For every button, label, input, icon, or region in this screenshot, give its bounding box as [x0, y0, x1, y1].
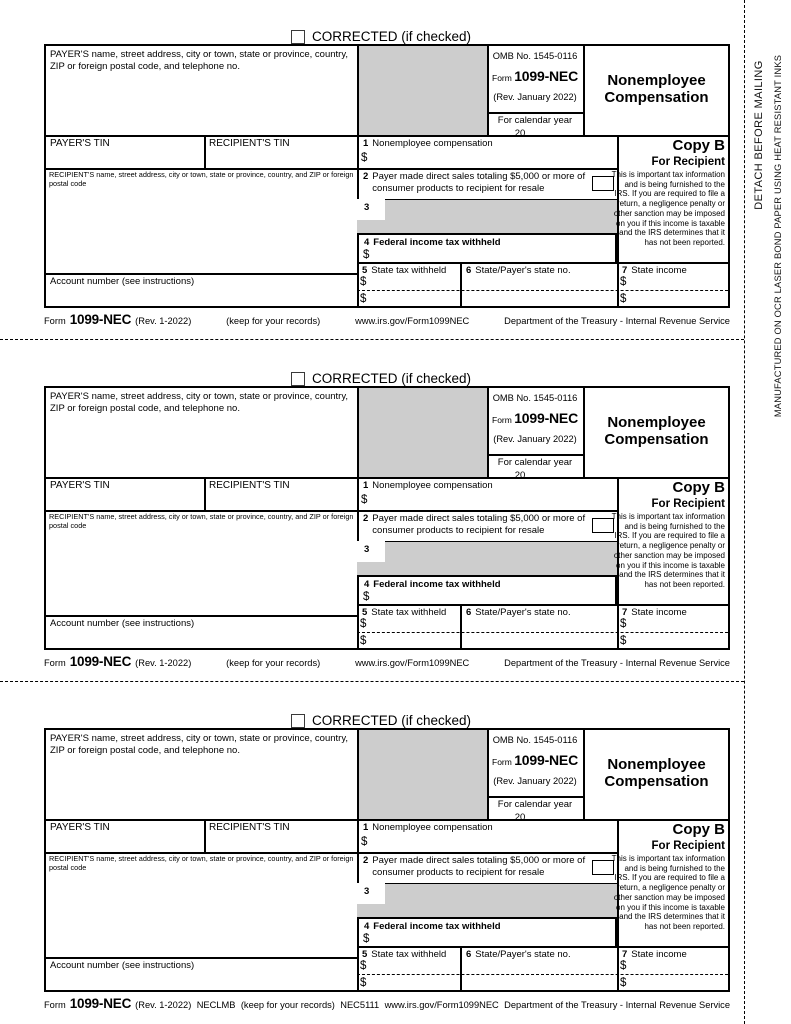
box3-label-pocket — [357, 883, 385, 904]
box5-text: State tax withheld — [371, 265, 447, 276]
box4 — [357, 575, 617, 606]
border-line — [204, 479, 206, 510]
calendar-year-label: For calendar year — [497, 799, 573, 810]
title-line2: Compensation — [604, 89, 709, 106]
box7-dollar-sign: $ — [620, 293, 627, 305]
payer-tin-label: PAYER'S TIN — [50, 822, 110, 833]
border-line — [487, 796, 583, 798]
border-line — [204, 137, 206, 168]
box7-label — [622, 265, 687, 277]
box7-amount-field-2[interactable] — [632, 635, 724, 647]
box5-label — [362, 949, 446, 961]
recipient-notice: This is important tax information and is being furnished to the IRS. If you are required to file a return, a negligence penalty or other sanction may be imposed on you if this income is taxable and the IRS determines that it has not been reported. — [611, 854, 725, 931]
recipient-info-label: RECIPIENT'S name, street address, city or town, state or province, country, and ZIP or foreign postal code — [49, 170, 354, 188]
footer-revision: (Rev. 1-2022) — [135, 658, 192, 668]
footer-revision: (Rev. 1-2022) — [135, 316, 192, 326]
box7-text: State income — [631, 265, 687, 276]
footer-form-word: Form — [44, 316, 66, 326]
shaded-box3-area — [357, 200, 617, 233]
omb-number: OMB No. 1545-0116 — [492, 51, 578, 61]
box7-dollar-sign: $ — [620, 618, 627, 630]
payer-tin-label: PAYER'S TIN — [50, 480, 110, 491]
form-word: Form — [492, 73, 512, 83]
box4-text: Federal income tax withheld — [373, 579, 501, 590]
copy-b-block — [609, 479, 725, 590]
box6-text: State/Payer's state no. — [475, 607, 571, 618]
payer-tin-field[interactable] — [50, 150, 200, 166]
recipient-info-label: RECIPIENT'S name, street address, city or town, state or province, country, and ZIP or foreign postal code — [49, 854, 354, 872]
box6-number: 6 — [466, 949, 472, 960]
box1-label — [363, 480, 603, 492]
recipient-notice: This is important tax information and is being furnished to the IRS. If you are required to file a return, a negligence penalty or other sanction may be imposed on you if this income is taxable and the IRS determines that it has not been reported. — [611, 512, 725, 589]
box5-dollar-sign: $ — [360, 960, 367, 972]
box5-dollar-sign: $ — [360, 276, 367, 288]
border-line — [460, 262, 462, 306]
copy-b-label: Copy B — [672, 479, 725, 496]
detach-before-mailing-text: DETACH BEFORE MAILING — [753, 60, 765, 210]
revision-label: (Rev. January 2022) — [493, 776, 577, 786]
box5-dollar-sign: $ — [360, 977, 367, 989]
recipient-info-label: RECIPIENT'S name, street address, city or town, state or province, country, and ZIP or foreign postal code — [49, 512, 354, 530]
box7-number: 7 — [622, 607, 628, 618]
box4-number: 4 — [364, 921, 370, 932]
border-line — [460, 946, 462, 990]
box2-label — [363, 171, 591, 194]
account-number-field[interactable] — [206, 618, 354, 644]
box6-state-no-field[interactable] — [464, 616, 614, 646]
border-line — [357, 730, 359, 990]
box1-label — [363, 138, 603, 150]
box1-text: Nonemployee compensation — [372, 480, 493, 491]
corrected-checkbox[interactable] — [291, 714, 305, 728]
revision-label: (Rev. January 2022) — [493, 434, 577, 444]
corrected-checkbox[interactable] — [291, 372, 305, 386]
box1-label — [363, 822, 603, 834]
box7-amount-field-1[interactable] — [632, 618, 724, 630]
footer-url: www.irs.gov/Form1099NEC — [384, 1000, 499, 1010]
for-recipient-label: For Recipient — [651, 498, 725, 510]
footer-keep: (keep for your records) — [226, 316, 321, 326]
footer-keep: (keep for your records) — [240, 1000, 335, 1010]
form-title — [585, 756, 728, 790]
corrected-label: CORRECTED (if checked) — [312, 371, 472, 386]
box3-number: 3 — [364, 886, 370, 897]
footer-dept: Department of the Treasury - Internal Revenue Service — [504, 316, 730, 326]
box1-number: 1 — [363, 138, 369, 149]
box2-label — [363, 855, 591, 878]
box3-number: 3 — [364, 544, 370, 555]
box6-state-no-field[interactable] — [464, 274, 614, 304]
box5-dollar-sign: $ — [360, 293, 367, 305]
form-footer — [44, 654, 730, 669]
corrected-row — [291, 713, 471, 728]
box4-number: 4 — [364, 237, 370, 248]
corrected-label: CORRECTED (if checked) — [312, 713, 472, 728]
recipient-info-field[interactable] — [49, 524, 349, 610]
box2-number: 2 — [363, 513, 369, 524]
box7-label — [622, 949, 687, 961]
box4-dollar-sign: $ — [363, 933, 370, 945]
box5-text: State tax withheld — [371, 949, 447, 960]
box4-number: 4 — [364, 579, 370, 590]
border-line — [487, 454, 583, 456]
form-number: 1099-NEC — [514, 68, 578, 84]
box1-number: 1 — [363, 822, 369, 833]
box4-amount-field[interactable] — [375, 931, 605, 945]
box3-label-pocket — [357, 199, 385, 220]
border-line — [46, 273, 357, 275]
recipient-tin-label: RECIPIENT'S TIN — [209, 138, 290, 149]
box4-dollar-sign: $ — [363, 591, 370, 603]
box1-number: 1 — [363, 480, 369, 491]
box1-text: Nonemployee compensation — [372, 138, 493, 149]
calendar-year-input[interactable] — [529, 125, 555, 136]
box2-number: 2 — [363, 171, 369, 182]
box1-text: Nonemployee compensation — [372, 822, 493, 833]
box6-text: State/Payer's state no. — [475, 949, 571, 960]
footer-form-word: Form — [44, 1000, 66, 1010]
detach-separator-line — [0, 339, 744, 340]
shaded-header-area — [357, 388, 487, 477]
recipient-tin-field[interactable] — [209, 834, 349, 850]
box5-amount-field-1[interactable] — [372, 960, 458, 972]
box5-amount-field-1[interactable] — [372, 618, 458, 630]
box5-text: State tax withheld — [371, 607, 447, 618]
footer-url: www.irs.gov/Form1099NEC — [355, 658, 470, 668]
copy-b-block — [609, 821, 725, 932]
box5-amount-field-2[interactable] — [372, 293, 458, 305]
box5-number: 5 — [362, 607, 368, 618]
box4-amount-field[interactable] — [375, 589, 605, 603]
title-line1: Nonemployee — [607, 72, 706, 89]
shaded-box3-area — [357, 542, 617, 575]
border-line — [204, 821, 206, 852]
box5-number: 5 — [362, 265, 368, 276]
year-prefix: 20 — [514, 812, 526, 823]
recipient-tin-field[interactable] — [209, 492, 349, 508]
footer-code-right: NEC5111 — [340, 1000, 380, 1010]
calendar-year-label: For calendar year — [497, 457, 573, 468]
box4-text: Federal income tax withheld — [373, 237, 501, 248]
box1-dollar-sign: $ — [361, 494, 368, 506]
payer-info-label: PAYER'S name, street address, city or town, state or province, country, ZIP or foreign postal code, and telephone no. — [50, 391, 349, 414]
payer-info-field[interactable] — [50, 416, 350, 474]
box4-text: Federal income tax withheld — [373, 921, 501, 932]
calendar-year-label: For calendar year — [497, 115, 573, 126]
form-word: Form — [492, 757, 512, 767]
box7-dollar-sign: $ — [620, 635, 627, 647]
box6-number: 6 — [466, 607, 472, 618]
form-footer — [44, 312, 730, 327]
form-footer — [44, 996, 730, 1011]
form-word: Form — [492, 415, 512, 425]
form-title — [585, 414, 728, 448]
title-line1: Nonemployee — [607, 756, 706, 773]
footer-form-number: 1099-NEC — [69, 996, 132, 1011]
box3-number: 3 — [364, 202, 370, 213]
corrected-row — [291, 371, 471, 386]
manufactured-margin-text: MANUFACTURED ON OCR LASER BOND PAPER USING HEAT RESISTANT INKS — [773, 54, 783, 418]
shaded-box3-area — [357, 884, 617, 917]
box2-text: Payer made direct sales totaling $5,000 or more of consumer products to recipient for resale — [372, 513, 586, 536]
box5-label — [362, 265, 446, 277]
form-number: 1099-NEC — [514, 752, 578, 768]
footer-dept: Department of the Treasury - Internal Revenue Service — [504, 658, 730, 668]
box7-dollar-sign: $ — [620, 960, 627, 972]
form-grid — [44, 386, 730, 650]
copy-b-block — [609, 137, 725, 248]
corrected-row — [291, 29, 471, 44]
account-number-label: Account number (see instructions) — [50, 960, 195, 971]
payer-info-label: PAYER'S name, street address, city or town, state or province, country, ZIP or foreign postal code, and telephone no. — [50, 733, 349, 756]
box7-number: 7 — [622, 949, 628, 960]
box6-number: 6 — [466, 265, 472, 276]
border-line — [357, 388, 359, 648]
box7-amount-field-1[interactable] — [632, 960, 724, 972]
corrected-checkbox[interactable] — [291, 30, 305, 44]
border-line — [487, 112, 583, 114]
corrected-label: CORRECTED (if checked) — [312, 29, 472, 44]
omb-number: OMB No. 1545-0116 — [492, 735, 578, 745]
box2-label — [363, 513, 591, 536]
calendar-year-input[interactable] — [529, 467, 555, 478]
recipient-info-field[interactable] — [49, 182, 349, 268]
for-recipient-label: For Recipient — [651, 156, 725, 168]
footer-keep: (keep for your records) — [226, 658, 321, 668]
year-prefix: 20 — [514, 128, 526, 139]
box7-number: 7 — [622, 265, 628, 276]
year-prefix: 20 — [514, 470, 526, 481]
recipient-tin-field[interactable] — [209, 150, 349, 166]
border-line — [46, 957, 357, 959]
payer-tin-field[interactable] — [50, 492, 200, 508]
form-grid — [44, 44, 730, 308]
box1-dollar-sign: $ — [361, 836, 368, 848]
box1-amount-field[interactable] — [372, 152, 602, 165]
box7-label — [622, 607, 687, 619]
footer-form-word: Form — [44, 658, 66, 668]
box5-label — [362, 607, 446, 619]
footer-form-number: 1099-NEC — [69, 654, 132, 669]
copy-b-label: Copy B — [672, 821, 725, 838]
payer-tin-field[interactable] — [50, 834, 200, 850]
box4-dollar-sign: $ — [363, 249, 370, 261]
border-line — [460, 604, 462, 648]
footer-dept: Department of the Treasury - Internal Revenue Service — [504, 1000, 730, 1010]
box5-dollar-sign: $ — [360, 618, 367, 630]
box2-number: 2 — [363, 855, 369, 866]
form-1099-nec-copy-3 — [0, 713, 745, 1013]
for-recipient-label: For Recipient — [651, 840, 725, 852]
box2-text: Payer made direct sales totaling $5,000 or more of consumer products to recipient for resale — [372, 855, 586, 878]
form-grid — [44, 728, 730, 992]
title-line2: Compensation — [604, 431, 709, 448]
account-number-label: Account number (see instructions) — [50, 618, 195, 629]
box7-dollar-sign: $ — [620, 977, 627, 989]
recipient-tin-label: RECIPIENT'S TIN — [209, 822, 290, 833]
box2-text: Payer made direct sales totaling $5,000 or more of consumer products to recipient for resale — [372, 171, 586, 194]
title-line2: Compensation — [604, 773, 709, 790]
box3-label-pocket — [357, 541, 385, 562]
box5-number: 5 — [362, 949, 368, 960]
box7-amount-field-2[interactable] — [632, 977, 724, 989]
account-number-label: Account number (see instructions) — [50, 276, 195, 287]
recipient-notice: This is important tax information and is being furnished to the IRS. If you are required to file a return, a negligence penalty or other sanction may be imposed on you if this income is taxable and the IRS determines that it has not been reported. — [611, 170, 725, 247]
box1-amount-field[interactable] — [372, 836, 602, 849]
payer-info-label: PAYER'S name, street address, city or town, state or province, country, ZIP or foreign postal code, and telephone no. — [50, 49, 349, 72]
payer-info-field[interactable] — [50, 758, 350, 816]
border-line — [357, 46, 359, 306]
box4-amount-field[interactable] — [375, 247, 605, 261]
box7-dollar-sign: $ — [620, 276, 627, 288]
footer-url: www.irs.gov/Form1099NEC — [355, 316, 470, 326]
account-number-field[interactable] — [206, 960, 354, 986]
calendar-year-input[interactable] — [529, 809, 555, 820]
box1-dollar-sign: $ — [361, 152, 368, 164]
payer-info-field[interactable] — [50, 74, 350, 132]
box5-amount-field-2[interactable] — [372, 977, 458, 989]
form-1099-nec-copy-2 — [0, 371, 745, 671]
box7-amount-field-2[interactable] — [632, 293, 724, 305]
box7-text: State income — [631, 949, 687, 960]
box7-text: State income — [631, 607, 687, 618]
box1-amount-field[interactable] — [372, 494, 602, 507]
box6-text: State/Payer's state no. — [475, 265, 571, 276]
account-number-field[interactable] — [206, 276, 354, 302]
border-line — [46, 615, 357, 617]
recipient-tin-label: RECIPIENT'S TIN — [209, 480, 290, 491]
box5-dollar-sign: $ — [360, 635, 367, 647]
footer-code-left: NECLMB — [196, 1000, 236, 1010]
box5-amount-field-2[interactable] — [372, 635, 458, 647]
detach-vertical-line — [744, 0, 745, 1024]
form-number: 1099-NEC — [514, 410, 578, 426]
revision-label: (Rev. January 2022) — [493, 92, 577, 102]
omb-number: OMB No. 1545-0116 — [492, 393, 578, 403]
title-line1: Nonemployee — [607, 414, 706, 431]
box4 — [357, 233, 617, 264]
footer-revision: (Rev. 1-2022) — [135, 1000, 192, 1010]
box4 — [357, 917, 617, 948]
shaded-header-area — [357, 46, 487, 135]
form-1099-nec-copy-1 — [0, 29, 745, 329]
form-title — [585, 72, 728, 106]
box7-amount-field-1[interactable] — [632, 276, 724, 288]
copy-b-label: Copy B — [672, 137, 725, 154]
recipient-info-field[interactable] — [49, 866, 349, 952]
box5-amount-field-1[interactable] — [372, 276, 458, 288]
box6-state-no-field[interactable] — [464, 958, 614, 988]
detach-separator-line — [0, 681, 744, 682]
shaded-header-area — [357, 730, 487, 819]
payer-tin-label: PAYER'S TIN — [50, 138, 110, 149]
footer-form-number: 1099-NEC — [69, 312, 132, 327]
